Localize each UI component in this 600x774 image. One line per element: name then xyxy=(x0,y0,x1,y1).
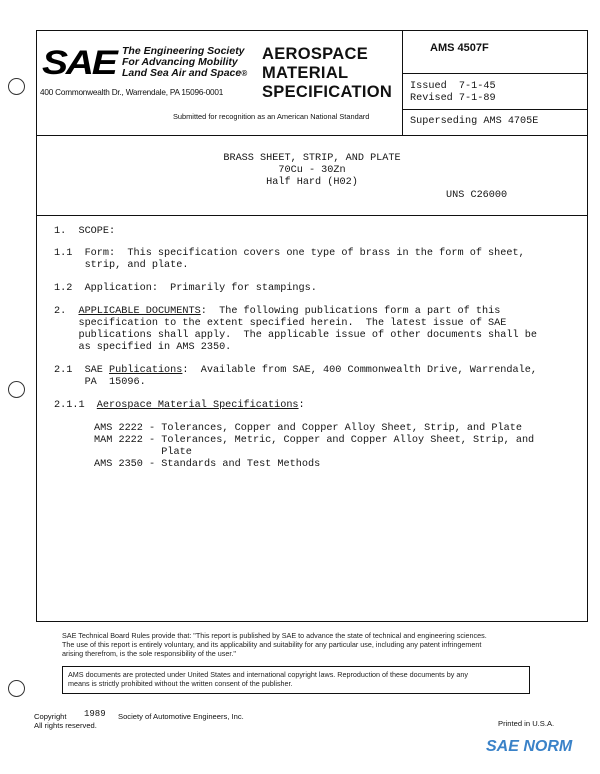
sae-norm-watermark xyxy=(486,738,572,756)
notice-line: AMS documents are protected under United States and international copyright laws. Reproduction of these documents by any xyxy=(68,670,468,679)
reference-item: Plate xyxy=(94,447,192,458)
doc-type-line: AEROSPACE xyxy=(262,45,368,63)
title-line: BRASS SHEET, STRIP, AND PLATE xyxy=(223,153,401,164)
copyright-owner: Society of Automotive Engineers, Inc. xyxy=(118,712,244,721)
section-heading: 2.1 SAE Publications: Available from SAE, 400 Commonwealth Drive, Warrendale, xyxy=(54,365,537,376)
title-line: Half Hard (H02) xyxy=(266,177,358,188)
society-tagline xyxy=(122,46,247,79)
section-scope: 1. SCOPE: xyxy=(54,226,116,237)
technical-board-notice xyxy=(62,631,534,659)
revised-date: Revised 7-1-89 xyxy=(410,93,496,104)
title-divider xyxy=(36,215,588,216)
section-heading: 2. APPLICABLE DOCUMENTS: The following publications form a part of this xyxy=(54,306,501,317)
ansi-note: Submitted for recognition as an American National Standard xyxy=(173,112,370,121)
society-line: For Advancing Mobility xyxy=(122,56,238,68)
society-address: 400 Commonwealth Dr., Warrendale, PA 15096-0001 xyxy=(40,88,224,97)
section-text: 1.2 Application: Primarily for stampings. xyxy=(54,283,317,294)
section-text: strip, and plate. xyxy=(54,260,189,271)
punch-hole-icon xyxy=(8,381,25,398)
section-text: 1.1 Form: This specification covers one type of brass in the form of sheet, xyxy=(54,248,525,259)
punch-hole-icon xyxy=(8,680,25,697)
notice-line: The use of this report is entirely voluntary, and its applicability and suitability for any particular use, including any patent infringement xyxy=(62,640,482,650)
header-divider xyxy=(402,30,403,136)
header-divider xyxy=(36,135,588,136)
section-text: specification to the extent specified herein. The latest issue of SAE xyxy=(54,318,507,329)
reference-item: MAM 2222 - Tolerances, Metric, Copper and Copper Alloy Sheet, Strip, and xyxy=(94,435,535,446)
notice-line: arising therefrom, is the sole responsibility of the user." xyxy=(62,649,236,659)
reference-item: AMS 2222 - Tolerances, Copper and Copper Alloy Sheet, Strip, and Plate xyxy=(94,423,522,434)
issue-dates xyxy=(410,81,496,105)
title-line: 70Cu - 30Zn xyxy=(278,165,346,176)
uns-number: UNS C26000 xyxy=(446,190,508,201)
notice-line: SAE Technical Board Rules provide that: "This report is published by SAE to advance the state of technical and engineering sciences. xyxy=(62,631,487,640)
copyright-notice xyxy=(68,670,524,688)
rights-reserved: All rights reserved. xyxy=(34,721,97,730)
section-heading: 2.1.1 Aerospace Material Specifications: xyxy=(54,400,305,411)
copyright-label: Copyright xyxy=(34,712,67,721)
header-divider xyxy=(402,109,587,110)
document-title xyxy=(36,153,588,189)
reference-item: AMS 2350 - Standards and Test Methods xyxy=(94,459,321,470)
doc-type-line: SPECIFICATION xyxy=(262,83,393,101)
watermark-text: SAE NORM xyxy=(486,738,573,755)
issued-date: Issued 7-1-45 xyxy=(410,81,496,92)
ams-number: AMS 4507F xyxy=(430,42,489,54)
punch-hole-icon xyxy=(8,78,25,95)
society-line: Land Sea Air and Space® xyxy=(122,67,248,79)
section-text: PA 15096. xyxy=(54,377,146,388)
doc-type-line: MATERIAL xyxy=(262,64,349,82)
section-text: publications shall apply. The applicable issue of other documents shall be xyxy=(54,330,537,341)
sae-logo: SAE xyxy=(42,44,116,82)
superseding: Superseding AMS 4705E xyxy=(410,116,539,127)
section-text: as specified in AMS 2350. xyxy=(54,342,232,353)
header-divider xyxy=(402,73,587,74)
document-type xyxy=(262,45,392,102)
printed-in: Printed in U.S.A. xyxy=(498,719,555,728)
notice-line: means is strictly prohibited without the written consent of the publisher. xyxy=(68,679,293,689)
society-line: The Engineering Society xyxy=(122,45,245,57)
copyright-year: 1989 xyxy=(84,709,106,719)
